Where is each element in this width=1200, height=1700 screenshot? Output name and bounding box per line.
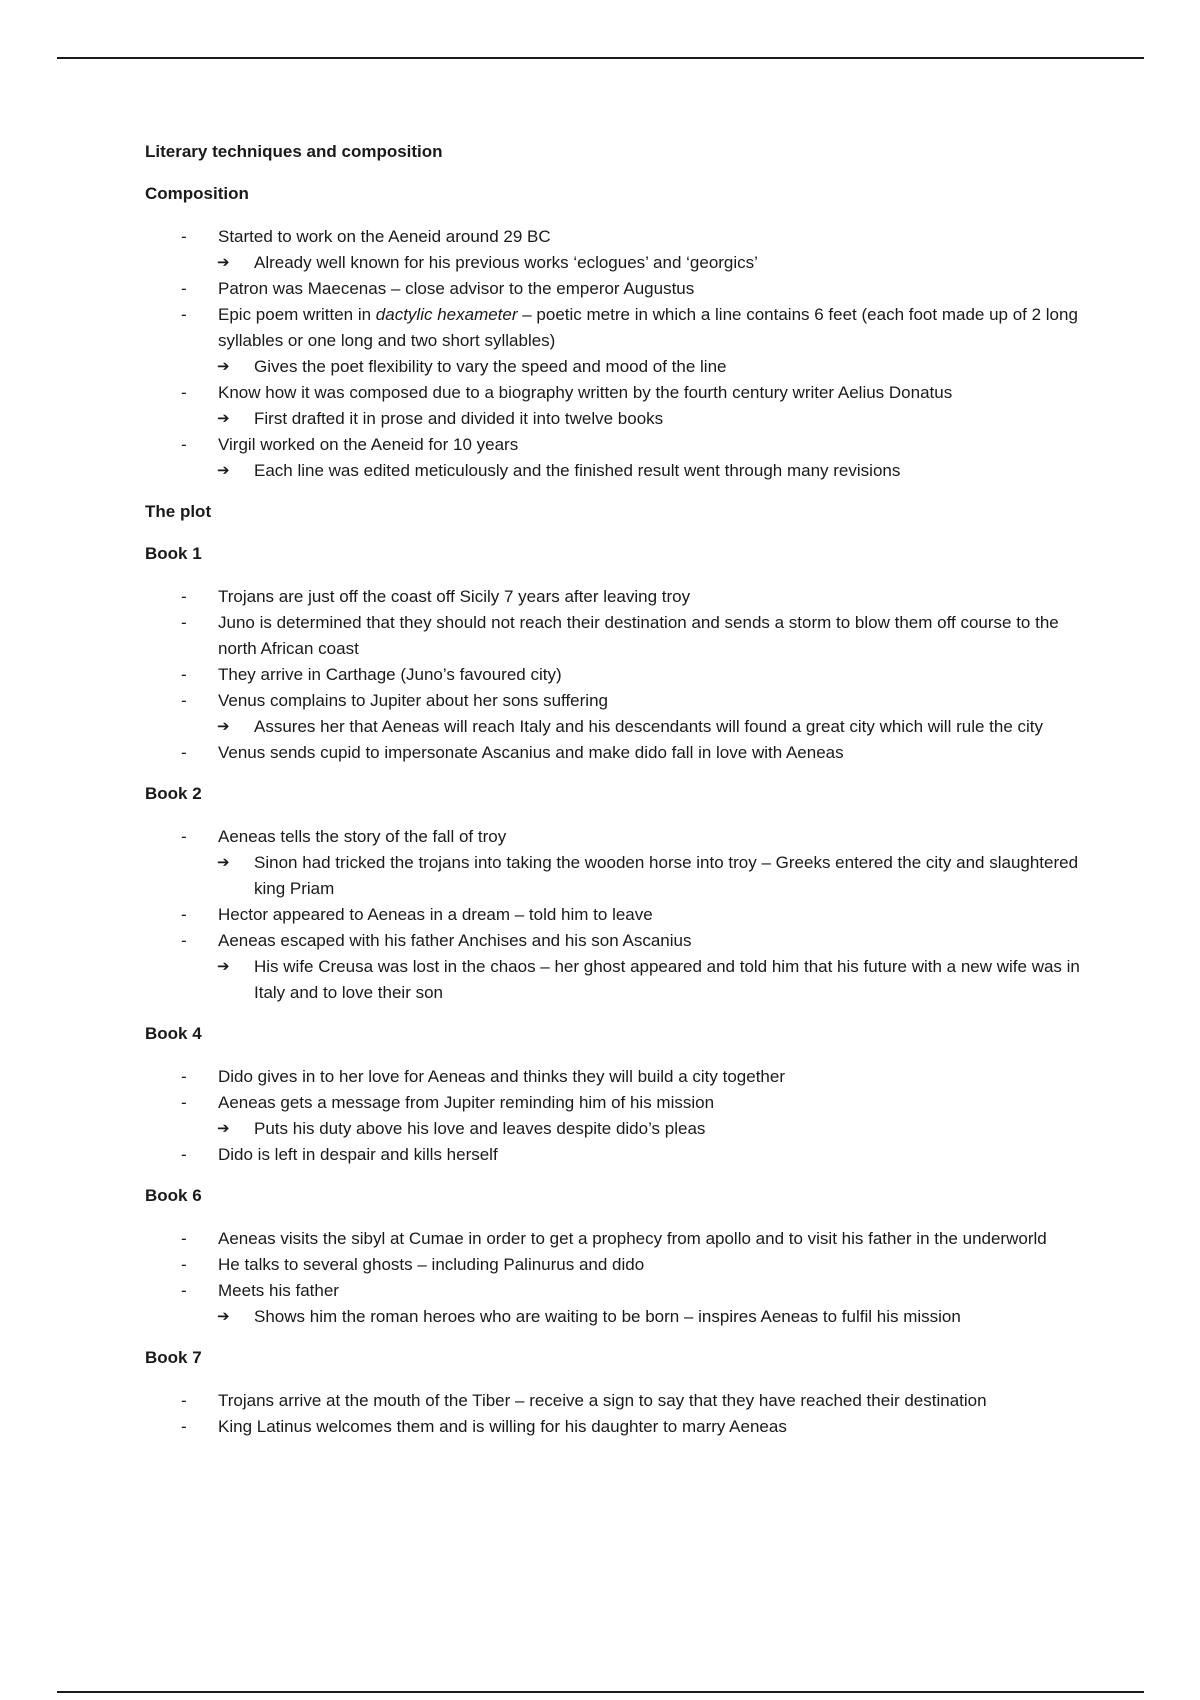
section-heading: Book 4 [145,1024,202,1043]
list-item [145,224,1085,250]
dash-bullet: - [181,691,187,710]
list-item [145,1278,1085,1304]
section-heading: Book 6 [145,1186,202,1205]
sub-list-item [145,458,1085,484]
list-item [145,1388,1085,1414]
item-text: They arrive in Carthage (Juno’s favoured city) [218,665,562,684]
dash-bullet: - [181,1391,187,1410]
sub-item-text: Sinon had tricked the trojans into taking the wooden horse into troy – Greeks entered the city and slaughtered king Priam [254,853,1079,898]
list-item [145,688,1085,714]
dash-bullet: - [181,305,187,324]
section-heading: The plot [145,502,212,521]
list-item [145,928,1085,954]
list-item [145,1414,1085,1440]
sub-list-item [145,1116,1085,1142]
dash-bullet: - [181,1093,187,1112]
list-item [145,584,1085,610]
item-text: Epic poem written in dactylic hexameter – poetic metre in which a line contains 6 feet (each foot made up of 2 long syllables or one long and two short syllables) [218,305,1078,350]
dash-bullet: - [181,435,187,454]
bullet-list [145,584,1085,766]
dash-bullet: - [181,827,187,846]
list-item [145,276,1085,302]
dash-bullet: - [181,665,187,684]
bullet-list [145,1226,1085,1330]
dash-bullet: - [181,1067,187,1086]
dash-bullet: - [181,1145,187,1164]
section-heading: Book 7 [145,1348,202,1367]
sub-item-text: His wife Creusa was lost in the chaos – her ghost appeared and told him that his future with a new wife was in Italy and to love their son [254,957,1080,1002]
item-text: Aeneas escaped with his father Anchises and his son Ascanius [218,931,692,950]
section-heading: Composition [145,184,249,203]
dash-bullet: - [181,587,187,606]
dash-bullet: - [181,1255,187,1274]
dash-bullet: - [181,279,187,298]
arrow-right-icon: ➔ [217,1120,230,1137]
list-item [145,1226,1085,1252]
document-body [145,140,1085,1456]
section-heading: Book 1 [145,544,202,563]
sub-item-text: Each line was edited meticulously and the finished result went through many revisions [254,461,901,480]
item-text: Patron was Maecenas – close advisor to the emperor Augustus [218,279,695,298]
sub-item-text: Puts his duty above his love and leaves despite dido’s pleas [254,1119,706,1138]
bottom-rule [57,1691,1144,1693]
item-text: Hector appeared to Aeneas in a dream – told him to leave [218,905,653,924]
dash-bullet: - [181,931,187,950]
list-item [145,1090,1085,1116]
list-item [145,1252,1085,1278]
item-text: Trojans are just off the coast off Sicily 7 years after leaving troy [218,587,691,606]
bullet-list [145,1064,1085,1168]
dash-bullet: - [181,743,187,762]
list-item [145,662,1085,688]
sub-list-item [145,406,1085,432]
item-text: Venus complains to Jupiter about her sons suffering [218,691,608,710]
arrow-right-icon: ➔ [217,854,230,871]
list-item [145,1142,1085,1168]
item-text: King Latinus welcomes them and is willing for his daughter to marry Aeneas [218,1417,787,1436]
sub-list-item [145,354,1085,380]
arrow-right-icon: ➔ [217,410,230,427]
arrow-right-icon: ➔ [217,718,230,735]
top-rule [57,57,1144,59]
bullet-list [145,1388,1085,1440]
item-text: Meets his father [218,1281,339,1300]
sub-list-item [145,954,1085,1006]
item-text: Know how it was composed due to a biography written by the fourth century writer Aelius Donatus [218,383,953,402]
arrow-right-icon: ➔ [217,1308,230,1325]
item-text: Trojans arrive at the mouth of the Tiber – receive a sign to say that they have reached their destination [218,1391,987,1410]
item-text: Aeneas gets a message from Jupiter reminding him of his mission [218,1093,715,1112]
sub-list-item [145,850,1085,902]
item-text: Dido gives in to her love for Aeneas and thinks they will build a city together [218,1067,785,1086]
sub-list-item [145,250,1085,276]
document-title: Literary techniques and composition [145,142,443,161]
arrow-right-icon: ➔ [217,462,230,479]
item-text: Juno is determined that they should not reach their destination and sends a storm to blow them off course to the north African coast [218,613,1059,658]
item-text: Dido is left in despair and kills herself [218,1145,498,1164]
dash-bullet: - [181,227,187,246]
dash-bullet: - [181,613,187,632]
dash-bullet: - [181,1281,187,1300]
list-item [145,432,1085,458]
item-text: Aeneas visits the sibyl at Cumae in order to get a prophecy from apollo and to visit his father in the underworld [218,1229,1047,1248]
item-text: Venus sends cupid to impersonate Ascanius and make dido fall in love with Aeneas [218,743,844,762]
dash-bullet: - [181,905,187,924]
item-emphasis: dactylic hexameter [375,305,518,324]
item-text: He talks to several ghosts – including Palinurus and dido [218,1255,645,1274]
dash-bullet: - [181,1229,187,1248]
dash-bullet: - [181,1417,187,1436]
item-text: Virgil worked on the Aeneid for 10 years [218,435,519,454]
arrow-right-icon: ➔ [217,958,230,975]
sub-item-text: Assures her that Aeneas will reach Italy and his descendants will found a great city which will rule the city [254,717,1044,736]
list-item [145,380,1085,406]
dash-bullet: - [181,383,187,402]
bullet-list [145,824,1085,1006]
arrow-right-icon: ➔ [217,358,230,375]
list-item [145,1064,1085,1090]
sub-item-text: Already well known for his previous works ‘eclogues’ and ‘georgics’ [254,253,758,272]
sub-item-text: First drafted it in prose and divided it into twelve books [254,409,664,428]
list-item [145,824,1085,850]
sub-list-item [145,1304,1085,1330]
sub-list-item [145,714,1085,740]
bullet-list [145,224,1085,484]
arrow-right-icon: ➔ [217,254,230,271]
item-text: Aeneas tells the story of the fall of troy [218,827,507,846]
sections-container [145,182,1085,1440]
list-item [145,740,1085,766]
item-text: Started to work on the Aeneid around 29 BC [218,227,551,246]
section-heading: Book 2 [145,784,202,803]
list-item [145,302,1085,354]
sub-item-text: Shows him the roman heroes who are waiting to be born – inspires Aeneas to fulfil his mission [254,1307,961,1326]
list-item [145,610,1085,662]
list-item [145,902,1085,928]
sub-item-text: Gives the poet flexibility to vary the speed and mood of the line [254,357,727,376]
